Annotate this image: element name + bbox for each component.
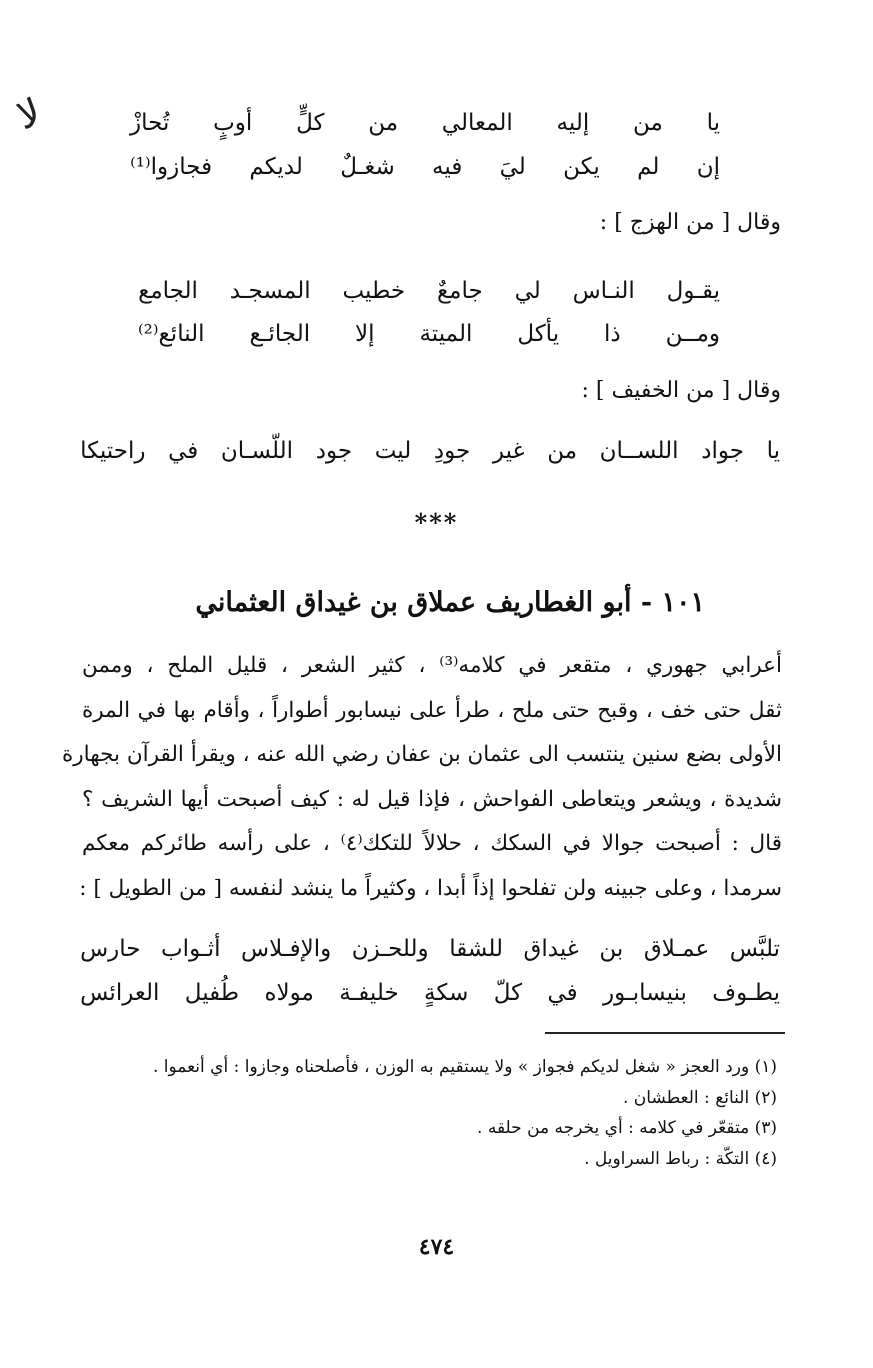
prose-line: ثقل حتى خف ، وقبح حتى ملح ، طرأ على نيسابور أطواراً ، وأقام بها في المرة [82, 697, 782, 723]
verse-word: في [547, 980, 578, 1006]
verse-word: من [632, 110, 663, 136]
verse-word: مولاه [264, 980, 314, 1006]
verse-word: النـاس [572, 278, 635, 304]
verse-word: فجازوا⁽¹⁾ [130, 154, 213, 180]
verse-word: وللحـزن [351, 936, 429, 962]
prose-line: الأولى بضع سنين ينتسب الى عثمان بن عفان رضي الله عنه ، ويقرأ القرآن بجهارة [62, 742, 782, 768]
poem1-line1 [130, 110, 720, 136]
verse-word: النائع⁽²⁾ [138, 321, 205, 347]
poem3-line1 [80, 438, 780, 464]
verse-word: خطيب [342, 278, 406, 304]
verse-word: ومــن [665, 321, 720, 347]
verse-word: جامعٌ [436, 278, 483, 304]
verse-word: الجائـع [249, 321, 311, 347]
verse-word: لديكم [249, 154, 303, 180]
prose-line: شديدة ، ويشعر ويتعاطى الفواحش ، فإذا قيل له : كيف أصبحت أيها الشريف ؟ [82, 786, 782, 812]
biography-paragraph [62, 644, 783, 912]
verse-word: اللّسـان [220, 438, 294, 464]
margin-mark: ﻻ [11, 89, 47, 139]
verse-word: راحتيكا [80, 438, 146, 464]
verse-word: يطـوف [712, 980, 780, 1006]
verse-word: إن [696, 154, 720, 180]
entry-title: ١٠١ - أبو الغطاريف عملاق بن غيداق العثماني [195, 587, 705, 618]
verse-word: ليت [374, 438, 412, 464]
verse-word: أوبٍ [213, 110, 253, 136]
footnote-item: (٢) النائع : العطشان . [622, 1087, 777, 1108]
poem4-line1 [80, 936, 780, 962]
verse-word: من [368, 110, 399, 136]
footnote-item: (١) ورد العجز « شغل لديكم فجواز » ولا يستقيم به الوزن ، فأصلحناه وجازوا : أي أنعموا . [152, 1057, 777, 1077]
verse-word: إليه [556, 110, 590, 136]
verse-word: والإفـلاس [241, 936, 332, 962]
verse-word: غيداق [523, 936, 579, 962]
section-separator: *** [414, 508, 459, 537]
verse-word: خليفـة [339, 980, 399, 1006]
verse-word: المعالي [441, 110, 513, 136]
verse-word: لم [637, 154, 660, 180]
verse-word: شغـلٌ [340, 154, 395, 180]
prose-line: قال : أصبحت جوالا في السكك ، حلالاً للتكك⁽٤⁾ ، على رأسه طائركم معكم [82, 831, 783, 857]
prose-line: أعرابي جهوري ، متقعر في كلامه⁽³⁾ ، كثير الشعر ، قليل الملح ، وممن [82, 653, 782, 678]
verse-word: في [168, 438, 199, 464]
verse-word: غير [492, 438, 525, 464]
verse-word: حارس [80, 936, 141, 962]
verse-word: جودِ [433, 438, 471, 464]
footnote-item: (٤) التكّة : رباط السراويل . [584, 1148, 777, 1169]
page-number: ٤٧٤ [418, 1234, 455, 1260]
verse-word: سكةٍ [424, 980, 469, 1006]
verse-word: يكن [563, 154, 600, 180]
verse-word: من [547, 438, 578, 464]
footnote-divider [545, 1032, 785, 1034]
verse-word: إلا [355, 321, 375, 347]
verse-word: يقـول [666, 278, 720, 304]
verse-word: أثـواب [161, 936, 221, 962]
poem2-line1 [138, 278, 720, 304]
footnote-item: (٣) متقعّر في كلامه : أي يخرجه من حلقه . [477, 1118, 777, 1138]
verse-word: تُحازْ [130, 110, 170, 136]
poem2-line2 [138, 321, 720, 347]
verse-word: يا [766, 438, 780, 464]
meter-intro-khafif: وقال [ من الخفيف ] : [581, 378, 781, 403]
verse-word: ذا [604, 321, 621, 347]
poem1-line2 [130, 154, 720, 180]
verse-word: المسجـد [229, 278, 311, 304]
verse-word: الجامع [138, 278, 198, 304]
verse-word: فيه [432, 154, 463, 180]
verse-word: العرائس [80, 980, 160, 1006]
verse-word: تلبَّس [729, 936, 780, 962]
verse-word: جواد [701, 438, 744, 464]
prose-line: سرمدا ، وعلى جبينه ولن تفلحوا إذاً أبدا ، وكثيراً ما ينشد لنفسه [ من الطويل ] : [79, 875, 782, 901]
verse-word: بنيسابـور [602, 980, 687, 1006]
verse-word: ليَ [499, 154, 526, 180]
meter-intro-hazaj: وقال [ من الهزج ] : [599, 210, 781, 235]
verse-word: عمـلاق [643, 936, 710, 962]
verse-word: يا [706, 110, 720, 136]
verse-word: لي [514, 278, 541, 304]
footnotes [153, 1052, 777, 1174]
verse-word: جود [315, 438, 353, 464]
verse-word: يأكل [517, 321, 560, 347]
verse-word: طُفيل [184, 980, 240, 1006]
verse-word: اللســان [599, 438, 679, 464]
verse-word: الميتة [419, 321, 473, 347]
verse-word: كلّ [493, 980, 523, 1006]
verse-word: للشقا [449, 936, 503, 962]
verse-word: بن [599, 936, 624, 962]
verse-word: كلٍّ [296, 110, 325, 136]
poem4-line2 [80, 980, 780, 1006]
